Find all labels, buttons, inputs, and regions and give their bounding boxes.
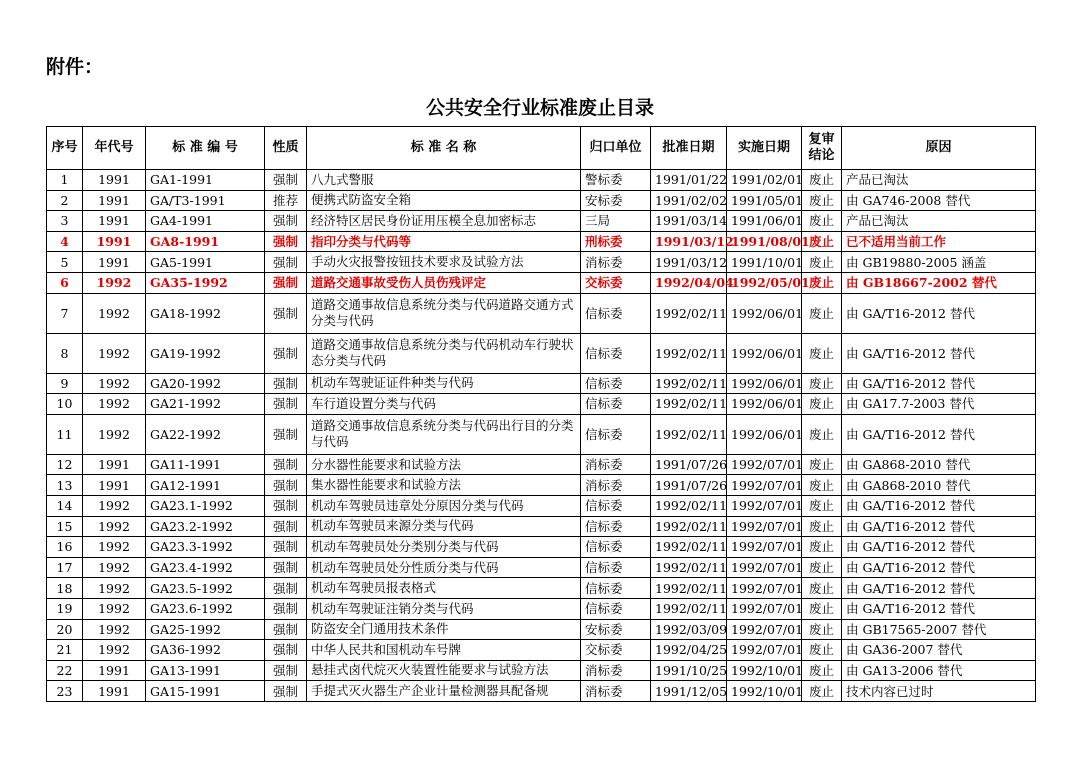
cell-effective-date: 1992/05/01 <box>727 272 802 293</box>
table-row <box>47 495 1036 516</box>
cell-reason: 由 GA/T16-2012 替代 <box>842 495 1036 516</box>
cell-reason: 已不适用当前工作 <box>842 231 1036 252</box>
cell-type: 强制 <box>265 333 307 373</box>
cell-effective-date: 1992/10/01 <box>727 681 802 702</box>
cell-review: 废止 <box>802 272 842 293</box>
cell-unit: 信标委 <box>581 557 651 578</box>
cell-review: 废止 <box>802 598 842 619</box>
cell-review: 废止 <box>802 170 842 191</box>
cell-no: 5 <box>47 252 83 273</box>
cell-approve-date: 1991/02/02 <box>651 190 727 211</box>
cell-unit: 交标委 <box>581 640 651 661</box>
cell-code: GA4-1991 <box>146 211 265 232</box>
cell-type: 强制 <box>265 272 307 293</box>
cell-name: 机动车驾驶员处分类别分类与代码 <box>307 537 581 558</box>
table-row <box>47 373 1036 394</box>
cell-reason: 由 GB19880-2005 涵盖 <box>842 252 1036 273</box>
cell-effective-date: 1992/07/01 <box>727 619 802 640</box>
cell-code: GA/T3-1991 <box>146 190 265 211</box>
cell-review: 废止 <box>802 293 842 333</box>
cell-year: 1991 <box>83 231 146 252</box>
cell-code: GA23.6-1992 <box>146 598 265 619</box>
cell-type: 强制 <box>265 516 307 537</box>
cell-unit: 刑标委 <box>581 231 651 252</box>
cell-unit: 三局 <box>581 211 651 232</box>
cell-code: GA23.2-1992 <box>146 516 265 537</box>
cell-unit: 信标委 <box>581 414 651 454</box>
cell-reason: 由 GB17565-2007 替代 <box>842 619 1036 640</box>
cell-reason: 由 GA/T16-2012 替代 <box>842 373 1036 394</box>
cell-year: 1992 <box>83 333 146 373</box>
header-no: 序号 <box>47 127 83 170</box>
header-type: 性质 <box>265 127 307 170</box>
cell-review: 废止 <box>802 516 842 537</box>
cell-approve-date: 1992/02/11 <box>651 516 727 537</box>
cell-no: 20 <box>47 619 83 640</box>
cell-reason: 由 GA/T16-2012 替代 <box>842 537 1036 558</box>
cell-unit: 消标委 <box>581 681 651 702</box>
cell-type: 强制 <box>265 231 307 252</box>
cell-effective-date: 1991/02/01 <box>727 170 802 191</box>
cell-approve-date: 1991/01/22 <box>651 170 727 191</box>
cell-approve-date: 1991/03/12 <box>651 252 727 273</box>
cell-reason: 由 GA868-2010 替代 <box>842 454 1036 475</box>
cell-unit: 信标委 <box>581 537 651 558</box>
table-row <box>47 293 1036 333</box>
cell-effective-date: 1992/07/01 <box>727 454 802 475</box>
table-row <box>47 660 1036 681</box>
cell-type: 强制 <box>265 414 307 454</box>
cell-year: 1992 <box>83 414 146 454</box>
cell-reason: 产品已淘汰 <box>842 170 1036 191</box>
cell-review: 废止 <box>802 394 842 415</box>
cell-effective-date: 1992/07/01 <box>727 557 802 578</box>
cell-approve-date: 1992/04/25 <box>651 640 727 661</box>
cell-review: 废止 <box>802 640 842 661</box>
header-review: 复审结论 <box>802 127 842 170</box>
cell-name: 机动车驾驶员违章处分原因分类与代码 <box>307 495 581 516</box>
cell-year: 1992 <box>83 557 146 578</box>
cell-code: GA23.4-1992 <box>146 557 265 578</box>
cell-unit: 信标委 <box>581 394 651 415</box>
cell-year: 1992 <box>83 495 146 516</box>
cell-no: 10 <box>47 394 83 415</box>
cell-no: 23 <box>47 681 83 702</box>
cell-no: 16 <box>47 537 83 558</box>
cell-review: 废止 <box>802 578 842 599</box>
cell-effective-date: 1992/06/01 <box>727 373 802 394</box>
cell-reason: 由 GA13-2006 替代 <box>842 660 1036 681</box>
table-header-row <box>47 127 1036 170</box>
table-row <box>47 537 1036 558</box>
header-unit: 归口单位 <box>581 127 651 170</box>
cell-effective-date: 1992/07/01 <box>727 640 802 661</box>
cell-review: 废止 <box>802 537 842 558</box>
header-approve-date: 批准日期 <box>651 127 727 170</box>
cell-type: 强制 <box>265 557 307 578</box>
cell-unit: 信标委 <box>581 516 651 537</box>
cell-year: 1992 <box>83 373 146 394</box>
cell-name: 道路交通事故受伤人员伤残评定 <box>307 272 581 293</box>
cell-reason: 由 GA/T16-2012 替代 <box>842 578 1036 599</box>
table-row <box>47 454 1036 475</box>
cell-effective-date: 1992/07/01 <box>727 598 802 619</box>
cell-review: 废止 <box>802 660 842 681</box>
cell-reason: 由 GA/T16-2012 替代 <box>842 293 1036 333</box>
cell-effective-date: 1991/08/01 <box>727 231 802 252</box>
cell-code: GA12-1991 <box>146 475 265 496</box>
cell-unit: 交标委 <box>581 272 651 293</box>
cell-reason: 由 GA/T16-2012 替代 <box>842 516 1036 537</box>
cell-name: 分水器性能要求和试验方法 <box>307 454 581 475</box>
cell-name: 集水器性能要求和试验方法 <box>307 475 581 496</box>
cell-year: 1992 <box>83 293 146 333</box>
table-row <box>47 619 1036 640</box>
cell-unit: 信标委 <box>581 293 651 333</box>
cell-name: 车行道设置分类与代码 <box>307 394 581 415</box>
cell-code: GA1-1991 <box>146 170 265 191</box>
cell-unit: 消标委 <box>581 454 651 475</box>
cell-type: 强制 <box>265 537 307 558</box>
cell-code: GA25-1992 <box>146 619 265 640</box>
cell-type: 强制 <box>265 495 307 516</box>
cell-approve-date: 1991/03/12 <box>651 231 727 252</box>
cell-effective-date: 1992/07/01 <box>727 475 802 496</box>
cell-no: 2 <box>47 190 83 211</box>
cell-no: 1 <box>47 170 83 191</box>
cell-year: 1992 <box>83 640 146 661</box>
attachment-label: 附件： <box>46 56 104 78</box>
table-row <box>47 170 1036 191</box>
cell-review: 废止 <box>802 557 842 578</box>
cell-type: 强制 <box>265 170 307 191</box>
cell-year: 1991 <box>83 660 146 681</box>
cell-name: 机动车驾驶员报表格式 <box>307 578 581 599</box>
cell-approve-date: 1992/02/11 <box>651 578 727 599</box>
cell-reason: 由 GA746-2008 替代 <box>842 190 1036 211</box>
cell-approve-date: 1991/03/14 <box>651 211 727 232</box>
cell-effective-date: 1992/07/01 <box>727 578 802 599</box>
table-row <box>47 252 1036 273</box>
cell-approve-date: 1991/07/26 <box>651 475 727 496</box>
cell-code: GA36-1992 <box>146 640 265 661</box>
cell-year: 1991 <box>83 681 146 702</box>
cell-no: 14 <box>47 495 83 516</box>
cell-effective-date: 1992/06/01 <box>727 394 802 415</box>
cell-year: 1991 <box>83 454 146 475</box>
cell-effective-date: 1992/10/01 <box>727 660 802 681</box>
cell-unit: 消标委 <box>581 252 651 273</box>
cell-type: 强制 <box>265 211 307 232</box>
cell-code: GA23.1-1992 <box>146 495 265 516</box>
cell-name: 机动车驾驶证注销分类与代码 <box>307 598 581 619</box>
cell-type: 推荐 <box>265 190 307 211</box>
cell-reason: 由 GA17.7-2003 替代 <box>842 394 1036 415</box>
cell-review: 废止 <box>802 211 842 232</box>
cell-approve-date: 1992/03/09 <box>651 619 727 640</box>
cell-approve-date: 1992/02/11 <box>651 557 727 578</box>
cell-no: 19 <box>47 598 83 619</box>
cell-approve-date: 1992/02/11 <box>651 293 727 333</box>
cell-name: 指印分类与代码等 <box>307 231 581 252</box>
cell-effective-date: 1992/06/01 <box>727 293 802 333</box>
cell-year: 1991 <box>83 252 146 273</box>
table-row <box>47 333 1036 373</box>
cell-unit: 信标委 <box>581 598 651 619</box>
cell-unit: 信标委 <box>581 333 651 373</box>
table-row <box>47 190 1036 211</box>
cell-name: 防盗安全门通用技术条件 <box>307 619 581 640</box>
cell-review: 废止 <box>802 495 842 516</box>
cell-approve-date: 1992/02/11 <box>651 394 727 415</box>
table-row <box>47 414 1036 454</box>
cell-name: 道路交通事故信息系统分类与代码机动车行驶状态分类与代码 <box>307 333 581 373</box>
cell-name: 便携式防盗安全箱 <box>307 190 581 211</box>
header-code: 标 准 编 号 <box>146 127 265 170</box>
cell-reason: 产品已淘汰 <box>842 211 1036 232</box>
cell-name: 经济特区居民身份证用压模全息加密标志 <box>307 211 581 232</box>
cell-no: 3 <box>47 211 83 232</box>
abolished-standards-table <box>46 126 1036 702</box>
cell-code: GA21-1992 <box>146 394 265 415</box>
cell-name: 手动火灾报警按钮技术要求及试验方法 <box>307 252 581 273</box>
cell-type: 强制 <box>265 660 307 681</box>
cell-effective-date: 1992/07/01 <box>727 516 802 537</box>
cell-code: GA20-1992 <box>146 373 265 394</box>
cell-reason: 技术内容已过时 <box>842 681 1036 702</box>
cell-code: GA11-1991 <box>146 454 265 475</box>
table-row <box>47 272 1036 293</box>
table-row <box>47 394 1036 415</box>
cell-reason: 由 GB18667-2002 替代 <box>842 272 1036 293</box>
table-row <box>47 211 1036 232</box>
cell-approve-date: 1992/02/11 <box>651 414 727 454</box>
cell-year: 1992 <box>83 516 146 537</box>
cell-effective-date: 1991/05/01 <box>727 190 802 211</box>
cell-unit: 消标委 <box>581 475 651 496</box>
cell-effective-date: 1992/06/01 <box>727 414 802 454</box>
cell-code: GA23.3-1992 <box>146 537 265 558</box>
cell-code: GA22-1992 <box>146 414 265 454</box>
cell-no: 18 <box>47 578 83 599</box>
cell-type: 强制 <box>265 454 307 475</box>
cell-name: 机动车驾驶证证件种类与代码 <box>307 373 581 394</box>
cell-reason: 由 GA/T16-2012 替代 <box>842 333 1036 373</box>
cell-year: 1992 <box>83 272 146 293</box>
cell-name: 机动车驾驶员处分性质分类与代码 <box>307 557 581 578</box>
cell-code: GA23.5-1992 <box>146 578 265 599</box>
cell-no: 8 <box>47 333 83 373</box>
cell-code: GA13-1991 <box>146 660 265 681</box>
cell-approve-date: 1991/07/26 <box>651 454 727 475</box>
table-row <box>47 681 1036 702</box>
cell-unit: 信标委 <box>581 373 651 394</box>
cell-type: 强制 <box>265 252 307 273</box>
cell-year: 1991 <box>83 170 146 191</box>
cell-approve-date: 1992/02/11 <box>651 373 727 394</box>
cell-reason: 由 GA36-2007 替代 <box>842 640 1036 661</box>
cell-reason: 由 GA/T16-2012 替代 <box>842 414 1036 454</box>
cell-name: 中华人民共和国机动车号牌 <box>307 640 581 661</box>
table-row <box>47 516 1036 537</box>
cell-no: 17 <box>47 557 83 578</box>
table-row <box>47 640 1036 661</box>
cell-name: 手提式灭火器生产企业计量检测器具配备规 <box>307 681 581 702</box>
cell-effective-date: 1992/07/01 <box>727 537 802 558</box>
cell-year: 1992 <box>83 394 146 415</box>
table-row <box>47 557 1036 578</box>
cell-type: 强制 <box>265 373 307 394</box>
cell-name: 机动车驾驶员来源分类与代码 <box>307 516 581 537</box>
table-row <box>47 598 1036 619</box>
cell-year: 1992 <box>83 619 146 640</box>
cell-effective-date: 1992/07/01 <box>727 495 802 516</box>
cell-unit: 信标委 <box>581 578 651 599</box>
cell-no: 12 <box>47 454 83 475</box>
table-body <box>47 170 1036 702</box>
cell-effective-date: 1992/06/01 <box>727 333 802 373</box>
header-name: 标 准 名 称 <box>307 127 581 170</box>
cell-name: 悬挂式卤代烷灭火装置性能要求与试验方法 <box>307 660 581 681</box>
cell-approve-date: 1991/12/05 <box>651 681 727 702</box>
cell-review: 废止 <box>802 681 842 702</box>
table-row <box>47 475 1036 496</box>
cell-review: 废止 <box>802 333 842 373</box>
cell-no: 13 <box>47 475 83 496</box>
cell-code: GA5-1991 <box>146 252 265 273</box>
cell-unit: 消标委 <box>581 660 651 681</box>
cell-type: 强制 <box>265 293 307 333</box>
cell-type: 强制 <box>265 578 307 599</box>
cell-unit: 警标委 <box>581 170 651 191</box>
cell-reason: 由 GA868-2010 替代 <box>842 475 1036 496</box>
cell-reason: 由 GA/T16-2012 替代 <box>842 557 1036 578</box>
cell-code: GA35-1992 <box>146 272 265 293</box>
cell-review: 废止 <box>802 454 842 475</box>
cell-no: 9 <box>47 373 83 394</box>
header-year: 年代号 <box>83 127 146 170</box>
cell-effective-date: 1991/06/01 <box>727 211 802 232</box>
table-row <box>47 231 1036 252</box>
cell-review: 废止 <box>802 414 842 454</box>
cell-year: 1992 <box>83 578 146 599</box>
cell-reason: 由 GA/T16-2012 替代 <box>842 598 1036 619</box>
cell-no: 11 <box>47 414 83 454</box>
document-title: 公共安全行业标准废止目录 <box>425 97 654 119</box>
cell-year: 1992 <box>83 537 146 558</box>
cell-code: GA19-1992 <box>146 333 265 373</box>
cell-year: 1992 <box>83 598 146 619</box>
cell-approve-date: 1992/02/11 <box>651 537 727 558</box>
cell-type: 强制 <box>265 640 307 661</box>
cell-no: 21 <box>47 640 83 661</box>
cell-review: 废止 <box>802 619 842 640</box>
cell-name: 道路交通事故信息系统分类与代码出行目的分类与代码 <box>307 414 581 454</box>
cell-year: 1991 <box>83 475 146 496</box>
cell-approve-date: 1991/10/25 <box>651 660 727 681</box>
cell-effective-date: 1991/10/01 <box>727 252 802 273</box>
cell-no: 15 <box>47 516 83 537</box>
cell-approve-date: 1992/02/11 <box>651 495 727 516</box>
cell-type: 强制 <box>265 475 307 496</box>
cell-year: 1991 <box>83 190 146 211</box>
cell-approve-date: 1992/02/11 <box>651 598 727 619</box>
header-effective-date: 实施日期 <box>727 127 802 170</box>
cell-type: 强制 <box>265 619 307 640</box>
cell-review: 废止 <box>802 190 842 211</box>
header-reason: 原因 <box>842 127 1036 170</box>
cell-no: 4 <box>47 231 83 252</box>
cell-review: 废止 <box>802 475 842 496</box>
cell-review: 废止 <box>802 252 842 273</box>
cell-type: 强制 <box>265 394 307 415</box>
cell-review: 废止 <box>802 231 842 252</box>
cell-name: 道路交通事故信息系统分类与代码道路交通方式分类与代码 <box>307 293 581 333</box>
cell-type: 强制 <box>265 681 307 702</box>
cell-code: GA18-1992 <box>146 293 265 333</box>
cell-approve-date: 1992/04/04 <box>651 272 727 293</box>
cell-no: 22 <box>47 660 83 681</box>
cell-no: 7 <box>47 293 83 333</box>
cell-unit: 信标委 <box>581 495 651 516</box>
cell-name: 八九式警服 <box>307 170 581 191</box>
cell-no: 6 <box>47 272 83 293</box>
cell-type: 强制 <box>265 598 307 619</box>
cell-code: GA15-1991 <box>146 681 265 702</box>
cell-review: 废止 <box>802 373 842 394</box>
cell-year: 1991 <box>83 211 146 232</box>
table-row <box>47 578 1036 599</box>
cell-approve-date: 1992/02/11 <box>651 333 727 373</box>
cell-unit: 安标委 <box>581 190 651 211</box>
cell-code: GA8-1991 <box>146 231 265 252</box>
cell-unit: 安标委 <box>581 619 651 640</box>
